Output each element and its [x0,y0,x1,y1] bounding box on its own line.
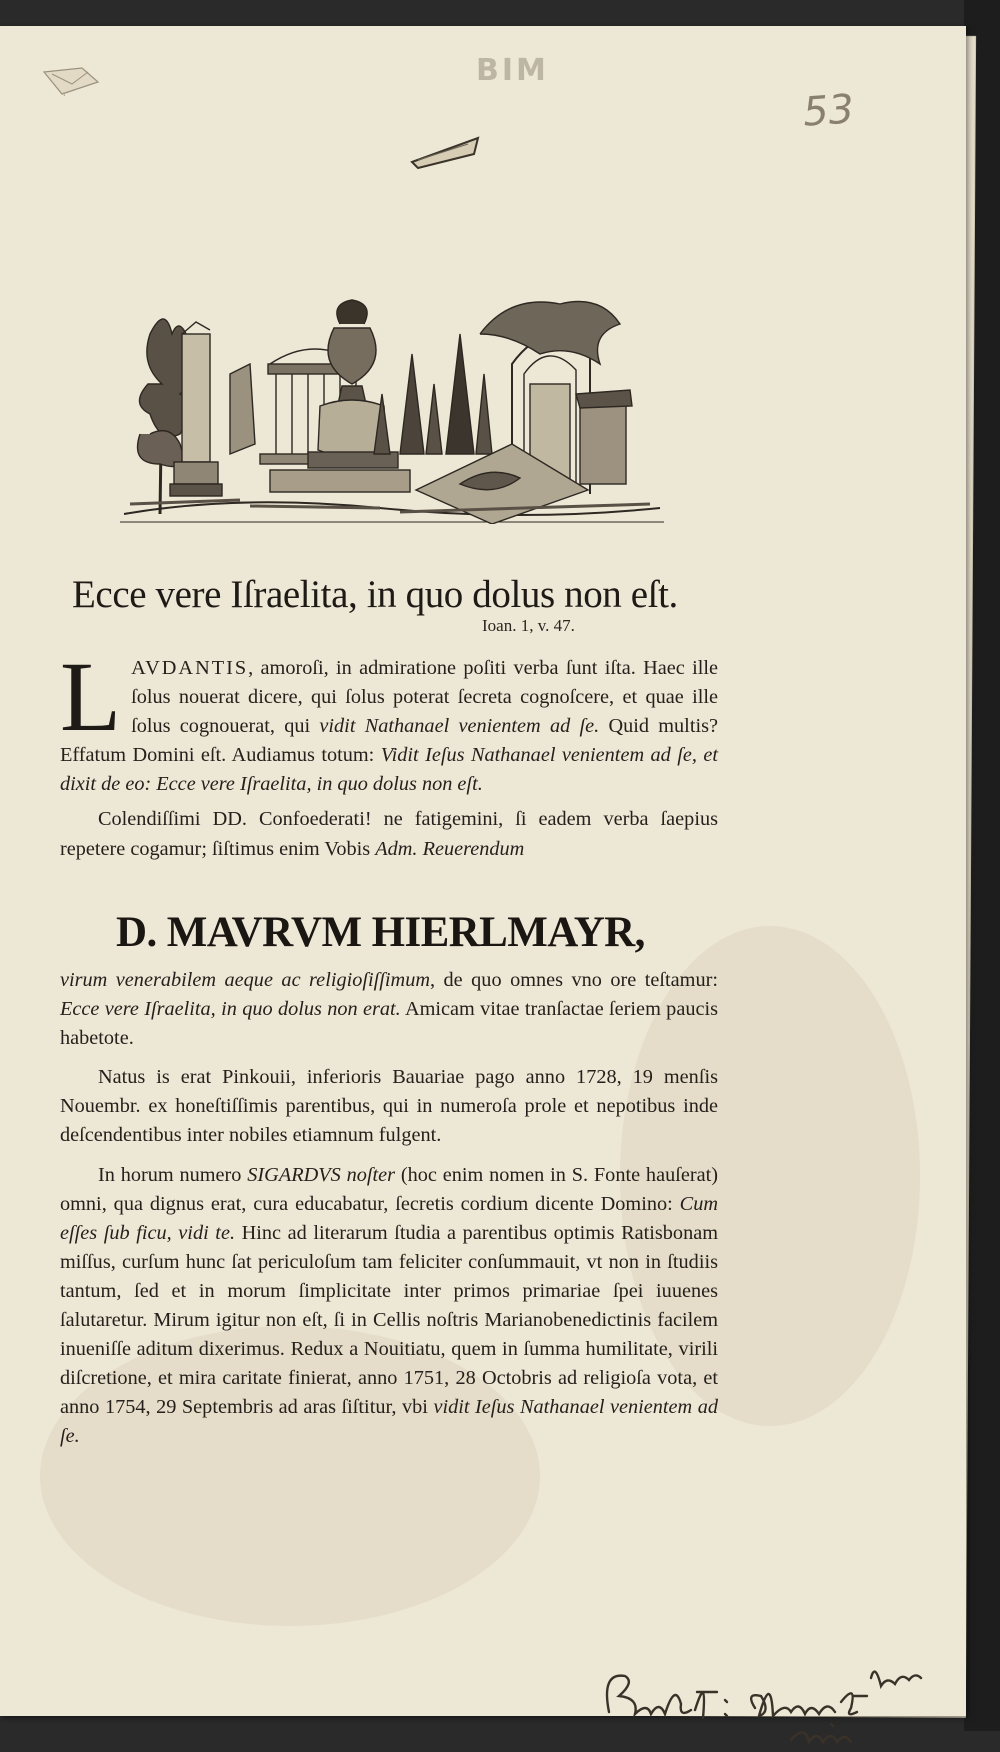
drop-cap: L [60,641,122,752]
italic-quote: vidit Ieſus Nathanael venientem ad ſe. [60,1396,718,1448]
folded-corner [42,66,100,96]
tear-mark [408,132,484,170]
engraved-vignette-ruins [120,294,664,524]
paragraph-text: (hoc enim nomen in S. Fonte hauſerat) omni, qua dignus erat, cura educabatur, ſecretis cordium dicente Domino: [60,1163,718,1215]
italic-quote: Cum eſſes ſub ficu, vidi te. [60,1192,718,1244]
paragraph-1 [60,641,718,799]
paragraph-text: , de quo omnes vno ore teſtamur: [429,969,718,991]
lead-word: AVDANTIS [131,657,249,679]
heading-title: Ecce vere Iſraelita, in quo dolus non eſt. [72,573,678,616]
text-block-main [60,966,718,1452]
document-page [0,26,966,1716]
paragraph-text: Hinc ad literarum ſtudia a parentibus optimis Ratisbonam miſſus, curſum hunc ſat periculoſum tam feliciter conſummauit, vt non in ſtudiis tantum, ſed et in morum ſimplicitate inter primos primariae ſpei iuuenes ſalutaretur. Mirum igitur non eſt, ſi in Cellis noſtris Marianobenedictinis facilem inueniſſe aditum dixerimus. Redux a Nouitiatu, quem in ſumma humilitate, virili diſcretione, et mira caritate finierat, anno 1751, 28 Octobris ad religioſa vota, et anno 1754, 29 Septembris ad aras ſiſtitur, vbi [60,1221,718,1419]
paragraph-text: , amoroſi, in admiratione poſiti verba ſunt iſta. Haec ille ſolus nouerat dicere, qui ſolus poterat ſecreta cognoſcere, et quae ille ſolus cognouerat, qui [131,657,718,738]
bible-citation: Ioan. 1, v. 47. [482,616,575,635]
paragraph-2 [60,805,718,863]
paragraph-text: In horum numero [98,1163,248,1186]
library-stamp: BIM [476,53,549,88]
italic-quote: vidit Nathanael venientem ad ſe. [319,715,600,738]
subject-name: D. MAVRVM HIERLMAYR, [116,909,645,956]
italic-phrase: virum venerabilem aeque ac religioſiſſimum [60,969,430,991]
text-block-intro [60,641,718,864]
italic-quote: Ecce vere Iſraelita, in quo dolus non erat. [60,998,401,1021]
paragraph-5 [60,1161,718,1452]
italic-name: SIGARDVS noſter [247,1163,396,1186]
paragraph-text: Amicam vitae tranſactae ſeriem paucis habetote. [60,998,718,1050]
paragraph-text: Colendiſſimi DD. Confoederati! ne fatigemini, ſi eadem verba ſaepius repetere cogamur; ſiſtimus enim Vobis [60,808,718,860]
paragraph-4: Natus is erat Pinkouii, inferioris Bauariae pago anno 1728, 19 menſis Nouembr. ex honeſtiſſimis parentibus, qui in numeroſa prole et nepotibus inde deſcendentibus inter nobiles etiamnum fulgent. [60,1066,718,1147]
handwritten-note [595,1652,930,1752]
paragraph-text: Quid multis? Effatum Domini eſt. Audiamus totum: [60,715,718,767]
paragraph-3 [60,966,718,1053]
page-number: 53 [801,86,856,136]
italic-quote: Vidit Ieſus Nathanael venientem ad ſe, et dixit de eo: Ecce vere Iſraelita, in quo dolus non eſt. [60,744,718,796]
italic-title: Adm. Reuerendum [375,837,525,860]
